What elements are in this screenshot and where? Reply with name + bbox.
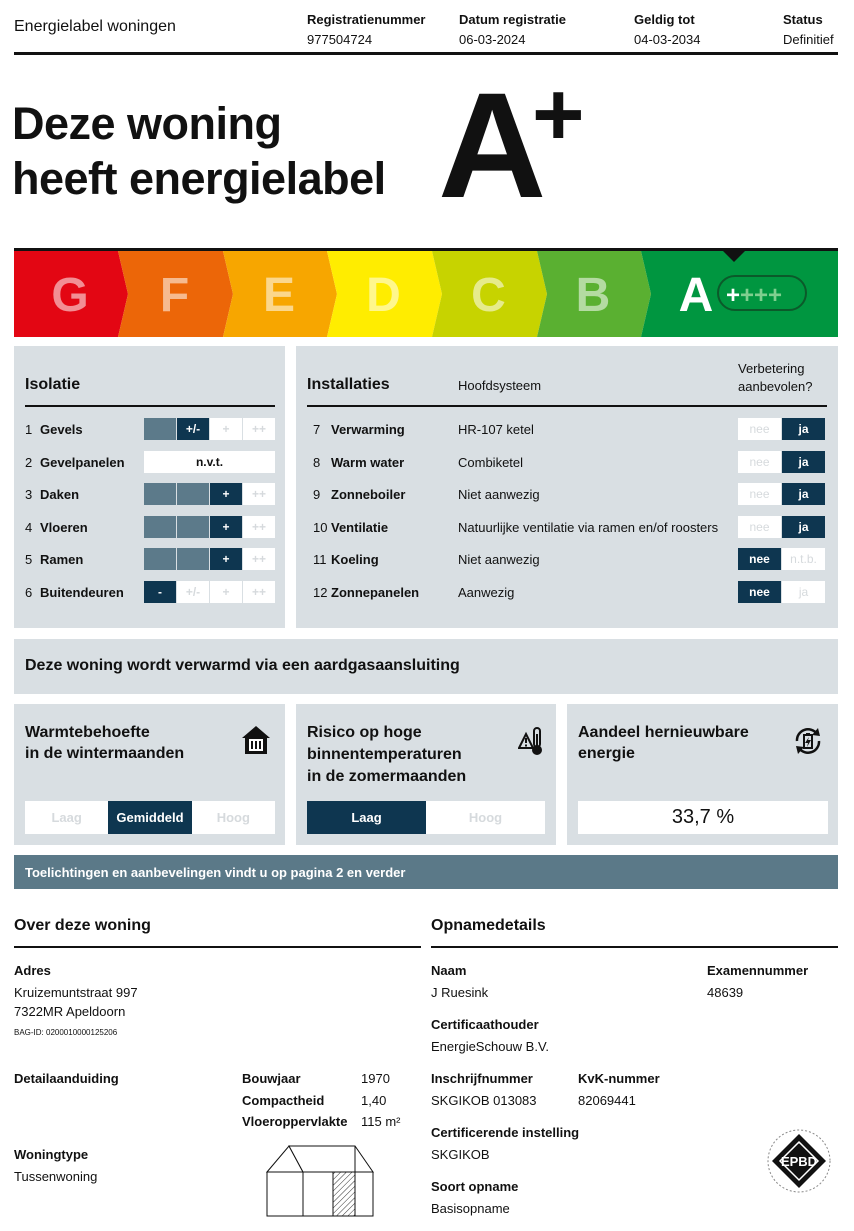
naam-value: J Ruesink: [431, 985, 489, 1000]
instelling-label: Certificerende instelling: [431, 1125, 580, 1140]
isolatie-rating-cell: ++: [243, 516, 275, 538]
isolatie-rating-cell: +: [210, 548, 242, 570]
renewable-share-value: 33,7 %: [578, 801, 828, 834]
isolatie-rating-cell: +: [210, 516, 242, 538]
scale-letter-g: G: [51, 269, 89, 322]
advice-option-ja: ja: [782, 483, 825, 505]
installatie-row-label: Zonnepanelen: [331, 584, 420, 600]
installatie-row-label: Verwarming: [331, 422, 405, 437]
risico-title-line-1: Risico op hoge: [307, 724, 422, 741]
scale-segments: [14, 251, 838, 337]
advice-option-nee: nee: [738, 548, 781, 570]
installatie-row-system: Combiketel: [458, 454, 524, 470]
isolatie-rating-cell: [144, 548, 176, 570]
kvk-label: KvK-nummer: [578, 1071, 660, 1086]
installatie-row-system: Niet aanwezig: [458, 487, 540, 502]
installatie-row: [296, 418, 838, 440]
bag-id: BAG-ID: 0200010000125206: [14, 1028, 118, 1037]
isolatie-rating-cell: ++: [243, 581, 275, 603]
scale-letter-f: F: [159, 269, 190, 322]
isolatie-rating-cell: ++: [243, 483, 275, 505]
adres-label: Adres: [14, 963, 51, 978]
epbd-logo-text: EPBD: [780, 1154, 818, 1169]
soort-opname-label: Soort opname: [431, 1179, 519, 1194]
isolatie-panel: [14, 346, 285, 628]
registration-label: Registratienummer: [307, 12, 426, 27]
isolatie-row: [14, 548, 285, 570]
isolatie-row-label: Daken: [40, 487, 80, 502]
detail-label: Detailaanduiding: [14, 1071, 119, 1086]
advice-option-nee: nee: [738, 451, 781, 473]
inschrijfnummer-value: SKGIKOB 013083: [431, 1093, 537, 1108]
certificaathouder-value: EnergieSchouw B.V.: [431, 1039, 550, 1054]
risico-panel: [296, 704, 556, 845]
woningtype-label: Woningtype: [14, 1147, 89, 1162]
date-value: 06-03-2024: [459, 32, 526, 47]
isolatie-row-number: 4: [25, 519, 33, 535]
advice-option-ja: ja: [782, 581, 825, 603]
installatie-row: [296, 451, 838, 473]
registration-block: [307, 10, 425, 50]
isolatie-rating-cell: [177, 516, 209, 538]
risico-option-hoog: Hoog: [426, 801, 545, 834]
isolatie-rating-cell: [144, 483, 176, 505]
isolatie-row: [14, 451, 285, 473]
opname-title: Opnamedetails: [431, 917, 546, 934]
advice-option-nee: nee: [738, 418, 781, 440]
warmte-title-line-2: in de wintermaanden: [25, 745, 185, 762]
installatie-row-system: Natuurlijke ventilatie via ramen en/of roosters: [458, 519, 719, 535]
headline: [12, 96, 386, 206]
isolatie-rating-cell: [177, 548, 209, 570]
isolatie-rating-cell: [144, 516, 176, 538]
scale-letter-a: A: [678, 269, 714, 322]
epbd-logo: [766, 1128, 832, 1194]
isolatie-row-label: Gevels: [40, 422, 83, 437]
inschrijfnummer-label: Inschrijfnummer: [431, 1071, 533, 1086]
scale-letter-e: E: [262, 269, 296, 322]
vloeroppervlakte-value: 115 m²: [361, 1114, 401, 1129]
installaties-panel: [296, 346, 838, 628]
isolatie-row-label: Ramen: [40, 552, 84, 567]
warmte-title-line-1: Warmtebehoefte: [25, 724, 150, 741]
isolatie-row: [14, 516, 285, 538]
isolatie-rating-cell: ++: [243, 418, 275, 440]
energy-scale-graphic: [14, 248, 838, 337]
status-label: Status: [783, 12, 823, 27]
naam-label: Naam: [431, 963, 467, 978]
examennummer-label: Examennummer: [707, 963, 809, 978]
warmte-option-hoog: Hoog: [192, 801, 275, 834]
isolatie-row-number: 5: [25, 552, 33, 567]
scale-top-line: [14, 248, 838, 251]
compactheid-value: 1,40: [361, 1093, 387, 1108]
terraced-house-drawing: [263, 1142, 383, 1223]
valid-block: [634, 10, 701, 50]
registration-value: 977504724: [307, 32, 373, 47]
headline-line-1: Deze woning: [12, 98, 282, 149]
isolatie-divider: [25, 405, 275, 407]
isolatie-row-number: 3: [25, 487, 33, 502]
warmte-title: [25, 722, 184, 764]
hernieuwbaar-title-line-1: Aandeel hernieuwbare: [578, 724, 749, 741]
installatie-row: [296, 548, 838, 570]
hoofdsysteem-header: Hoofdsysteem: [458, 378, 542, 393]
installatie-row: [296, 483, 838, 505]
woningtype-value: Tussenwoning: [14, 1169, 98, 1184]
isolatie-rating-na: n.v.t.: [144, 451, 275, 473]
renewable-battery-icon: [791, 724, 825, 763]
compactheid-label: Compactheid: [242, 1093, 325, 1108]
opname-divider: [431, 946, 838, 948]
advice-option-ja: n.t.b.: [782, 548, 825, 570]
isolatie-row-label: Buitendeuren: [40, 584, 124, 600]
warmte-scale: [25, 801, 275, 834]
advice-header-line-1: Verbetering: [738, 361, 805, 376]
risico-scale: [307, 801, 545, 834]
kvk-value: 82069441: [578, 1093, 636, 1108]
bouwjaar-value: 1970: [361, 1071, 390, 1086]
isolatie-rating-cell: +: [210, 418, 242, 440]
valid-label: Geldig tot: [634, 12, 695, 27]
isolatie-rating-cell: +/-: [177, 581, 209, 603]
bouwjaar-label: Bouwjaar: [242, 1071, 301, 1086]
isolatie-row-number: 1: [25, 422, 33, 437]
installatie-row-number: 11: [313, 552, 327, 567]
isolatie-row-number: 2: [25, 454, 33, 470]
isolatie-rating-cell: +: [210, 483, 242, 505]
label-plus: +: [532, 65, 585, 165]
isolatie-row-label: Gevelpanelen: [40, 454, 125, 470]
advice-option-ja: ja: [782, 516, 825, 538]
advice-header-line-2: aanbevolen?: [738, 379, 813, 394]
isolatie-rating-cell: ++: [243, 548, 275, 570]
isolatie-rating-cell: [144, 418, 176, 440]
toelichting-text: Toelichtingen en aanbevelingen vindt u op pagina 2 en verder: [25, 865, 406, 880]
installatie-row-system: HR-107 ketel: [458, 422, 534, 437]
isolatie-row-label: Vloeren: [40, 519, 88, 535]
examennummer-value: 48639: [707, 985, 744, 1000]
installatie-row: [296, 581, 838, 603]
isolatie-rating-cell: +: [210, 581, 242, 603]
scale-letter-c: C: [471, 269, 506, 322]
risico-title: [307, 722, 466, 788]
installatie-row-label: Zonneboiler: [331, 487, 406, 502]
isolatie-title: Isolatie: [25, 376, 81, 393]
label-letter: A: [438, 61, 543, 229]
installatie-row-number: 9: [313, 487, 321, 502]
advice-option-nee: nee: [738, 483, 781, 505]
document-title: Energielabel woningen: [14, 18, 176, 35]
soort-opname-value: Basisopname: [431, 1201, 510, 1216]
installatie-row-number: 8: [313, 454, 321, 470]
risico-title-line-2: binnentemperaturen: [307, 746, 462, 763]
installatie-row-number: 12: [313, 584, 328, 600]
warmte-panel: [14, 704, 285, 845]
installatie-row-label: Koeling: [331, 552, 379, 567]
status-block: [783, 10, 834, 50]
risico-title-line-3: in de zomermaanden: [307, 768, 467, 785]
thermometer-warning-icon: [518, 726, 546, 761]
plus-rating-marks: ++++: [726, 282, 783, 309]
date-block: [459, 10, 566, 50]
advice-option-ja: ja: [782, 451, 825, 473]
installatie-row-system: Aanwezig: [458, 584, 515, 600]
adres-line-1: Kruizemuntstraat 997: [14, 985, 138, 1000]
scale-letter-d: D: [366, 269, 401, 322]
isolatie-rating-cell: +/-: [177, 418, 209, 440]
risico-option-laag: Laag: [307, 801, 426, 834]
isolatie-row-number: 6: [25, 584, 33, 600]
headline-line-2: heeft energielabel: [12, 153, 386, 204]
heating-note: Deze woning wordt verwarmd via een aardgasaansluiting: [25, 657, 460, 674]
instelling-value: SKGIKOB: [431, 1147, 490, 1162]
installaties-divider: [307, 405, 827, 407]
toelichting-bar: [14, 855, 838, 889]
warmte-option-laag: Laag: [25, 801, 108, 834]
heating-note-panel: [14, 639, 838, 694]
installatie-row-number: 10: [313, 519, 328, 535]
advice-option-nee: nee: [738, 581, 781, 603]
installatie-row-system: Niet aanwezig: [458, 552, 540, 567]
installatie-row-label: Warm water: [331, 454, 405, 470]
hernieuwbaar-title-line-2: energie: [578, 745, 635, 762]
warmte-option-gemiddeld: Gemiddeld: [108, 801, 191, 834]
isolatie-rating-cell: [177, 483, 209, 505]
vloeroppervlakte-label: Vloeroppervlakte: [242, 1114, 348, 1129]
header-divider: [14, 52, 838, 55]
isolatie-row: [14, 418, 285, 440]
hernieuwbaar-panel: [567, 704, 838, 845]
certificaathouder-label: Certificaathouder: [431, 1017, 539, 1032]
house-heating-icon: [240, 724, 272, 761]
hernieuwbaar-title: [578, 722, 749, 764]
status-value: Definitief: [783, 32, 834, 47]
installatie-row-number: 7: [313, 422, 321, 437]
woning-title: Over deze woning: [14, 917, 151, 934]
energy-scale: [14, 248, 838, 337]
valid-value: 04-03-2034: [634, 32, 701, 47]
isolatie-row: [14, 483, 285, 505]
isolatie-rating-cell: -: [144, 581, 176, 603]
scale-letter-b: B: [575, 269, 611, 322]
woning-divider: [14, 946, 421, 948]
advice-option-nee: nee: [738, 516, 781, 538]
adres-line-2: 7322MR Apeldoorn: [14, 1004, 126, 1019]
advice-option-ja: ja: [782, 418, 825, 440]
isolatie-row: [14, 581, 285, 603]
installatie-row: [296, 516, 838, 538]
installatie-row-label: Ventilatie: [331, 519, 389, 535]
installaties-title: Installaties: [307, 376, 390, 393]
advice-header: [738, 360, 812, 396]
date-label: Datum registratie: [459, 12, 566, 27]
